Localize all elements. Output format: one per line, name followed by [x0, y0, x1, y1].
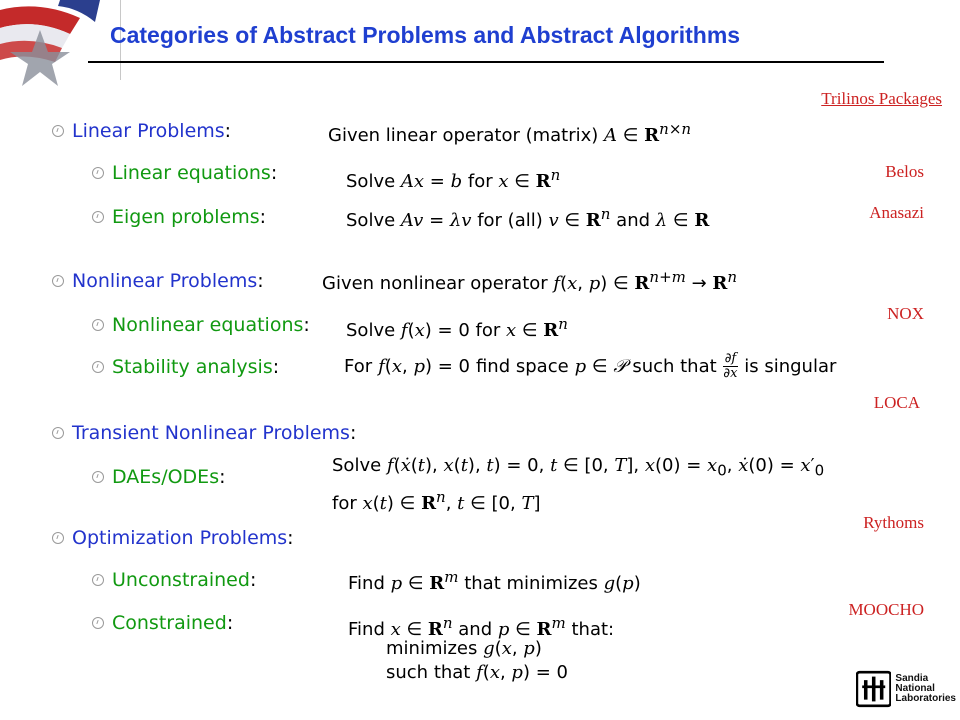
sandia-line-1: Sandia: [895, 673, 929, 684]
bullet-linear-problems: Linear Problems:: [52, 120, 231, 142]
linear-problems-label: Linear Problems: [72, 120, 225, 142]
minimizes-word: minimizes: [386, 638, 478, 659]
constrained-label: Constrained: [112, 612, 227, 634]
optimization-problems-label: Optimization Problems: [72, 527, 288, 549]
bullet-marker-icon: [92, 211, 104, 223]
and-word: and: [616, 210, 651, 231]
constrained-such-that-statement: such that f(x, p) = 0: [386, 662, 568, 683]
for-all-word: for (all): [477, 210, 543, 231]
for-word: for: [475, 320, 501, 341]
package-rythoms: Rythoms: [863, 513, 924, 532]
solve-word: Solve: [346, 210, 396, 231]
package-anasazi: Anasazi: [869, 203, 924, 222]
for-word: for: [467, 171, 493, 192]
find-word: Find: [348, 573, 385, 594]
bullet-marker-icon: [92, 617, 104, 629]
package-moocho: MOOCHO: [848, 600, 924, 619]
for-word: for: [332, 493, 357, 514]
stability-statement: For f(x, p) = 0 find space p ∈ 𝒫 such that ∂f ∂x is singular: [344, 351, 837, 381]
linear-equations-statement: Solve Ax = b for x ∈ $R^n$: [346, 166, 561, 192]
package-belos: Belos: [885, 162, 924, 181]
bullet-transient-problems: Transient Nonlinear Problems:: [52, 422, 356, 444]
sandia-line-2: National: [895, 683, 935, 694]
solve-word: Solve: [332, 455, 382, 476]
eigen-problems-label: Eigen problems: [112, 206, 260, 228]
daes-for-statement: for x(t) ∈ $R^n$, t ∈ [0, T]: [332, 488, 541, 514]
package-nox: NOX: [887, 304, 924, 323]
such-that-word: such that: [632, 356, 717, 377]
unconstrained-statement: Find p ∈ $R^m$ that minimizes g(p): [348, 568, 641, 594]
bullet-marker-icon: [92, 471, 104, 483]
title-underline: [88, 61, 884, 63]
bullet-marker-icon: [92, 319, 104, 331]
sandia-logo: [856, 664, 956, 714]
bullet-marker-icon: [92, 574, 104, 586]
nonlinear-given-text: Given nonlinear operator: [322, 273, 548, 294]
bullet-marker-icon: [52, 275, 64, 287]
bullet-marker-icon: [52, 125, 64, 137]
constrained-find-statement: Find x ∈ $R^n$ and p ∈ $R^m$ that:: [348, 614, 615, 640]
nonlinear-given-statement: Given nonlinear operator f(x, p) ∈ $R^{n+m} \to R^n$: [322, 268, 738, 294]
bullet-linear-equations: Linear equations:: [92, 162, 277, 184]
bullet-nonlinear-problems: Nonlinear Problems:: [52, 270, 264, 292]
stability-analysis-label: Stability analysis: [112, 356, 273, 378]
nonlinear-problems-label: Nonlinear Problems: [72, 270, 258, 292]
transient-problems-label: Transient Nonlinear Problems: [72, 422, 350, 444]
daes-solve-statement: Solve f(ẋ(t), x(t), t) = 0, t ∈ [0, T], $x(0) = x_0$, ẋ(0) = $x'_0$: [332, 455, 825, 480]
partial-derivative: ∂f ∂x: [723, 351, 738, 381]
sandia-line-3: Laboratories: [895, 693, 956, 704]
packages-header: Trilinos Packages: [821, 89, 942, 108]
bullet-eigen-problems: Eigen problems:: [92, 206, 266, 228]
is-singular-word: is singular: [744, 356, 837, 377]
solve-word: Solve: [346, 171, 396, 192]
bullet-marker-icon: [52, 427, 64, 439]
nonlinear-equations-statement: Solve f(x) = 0 for x ∈ $R^n$: [346, 315, 568, 341]
and-word: and: [458, 619, 493, 640]
bullet-constrained: Constrained:: [92, 612, 233, 634]
that-word: that:: [571, 619, 615, 640]
sandia-thunderbird-icon: [856, 669, 891, 709]
package-loca: LOCA: [873, 393, 920, 412]
eigen-statement: Solve Av = λv for (all) v ∈ $R^n$ and λ ∈ R: [346, 205, 710, 231]
bullet-optimization-problems: Optimization Problems:: [52, 527, 294, 549]
linear-equations-label: Linear equations: [112, 162, 271, 184]
nonlinear-equations-label: Nonlinear equations: [112, 314, 304, 336]
find-space-word: find space: [475, 356, 569, 377]
bullet-unconstrained: Unconstrained:: [92, 569, 256, 591]
that-minimizes-word: that minimizes: [464, 573, 598, 594]
linear-given-statement: Given linear operator (matrix) A ∈ $R^{n\times n}$: [328, 120, 692, 146]
constrained-minimizes-statement: minimizes g(x, p): [386, 638, 542, 659]
solve-word: Solve: [346, 320, 396, 341]
find-word: Find: [348, 619, 385, 640]
bullet-marker-icon: [92, 167, 104, 179]
linear-given-text: Given linear operator (matrix): [328, 125, 599, 146]
for-word: For: [344, 356, 373, 377]
bullet-stability-analysis: Stability analysis:: [92, 356, 279, 378]
slide-title: Categories of Abstract Problems and Abstract Algorithms: [110, 22, 741, 48]
bullet-marker-icon: [92, 361, 104, 373]
bullet-nonlinear-equations: Nonlinear equations:: [92, 314, 310, 336]
bullet-daes-odes: DAEs/ODEs:: [92, 466, 226, 488]
unconstrained-label: Unconstrained: [112, 569, 250, 591]
daes-odes-label: DAEs/ODEs: [112, 466, 220, 488]
such-that-word: such that: [386, 662, 471, 683]
bullet-marker-icon: [52, 532, 64, 544]
sandia-wordmark: [895, 674, 956, 704]
